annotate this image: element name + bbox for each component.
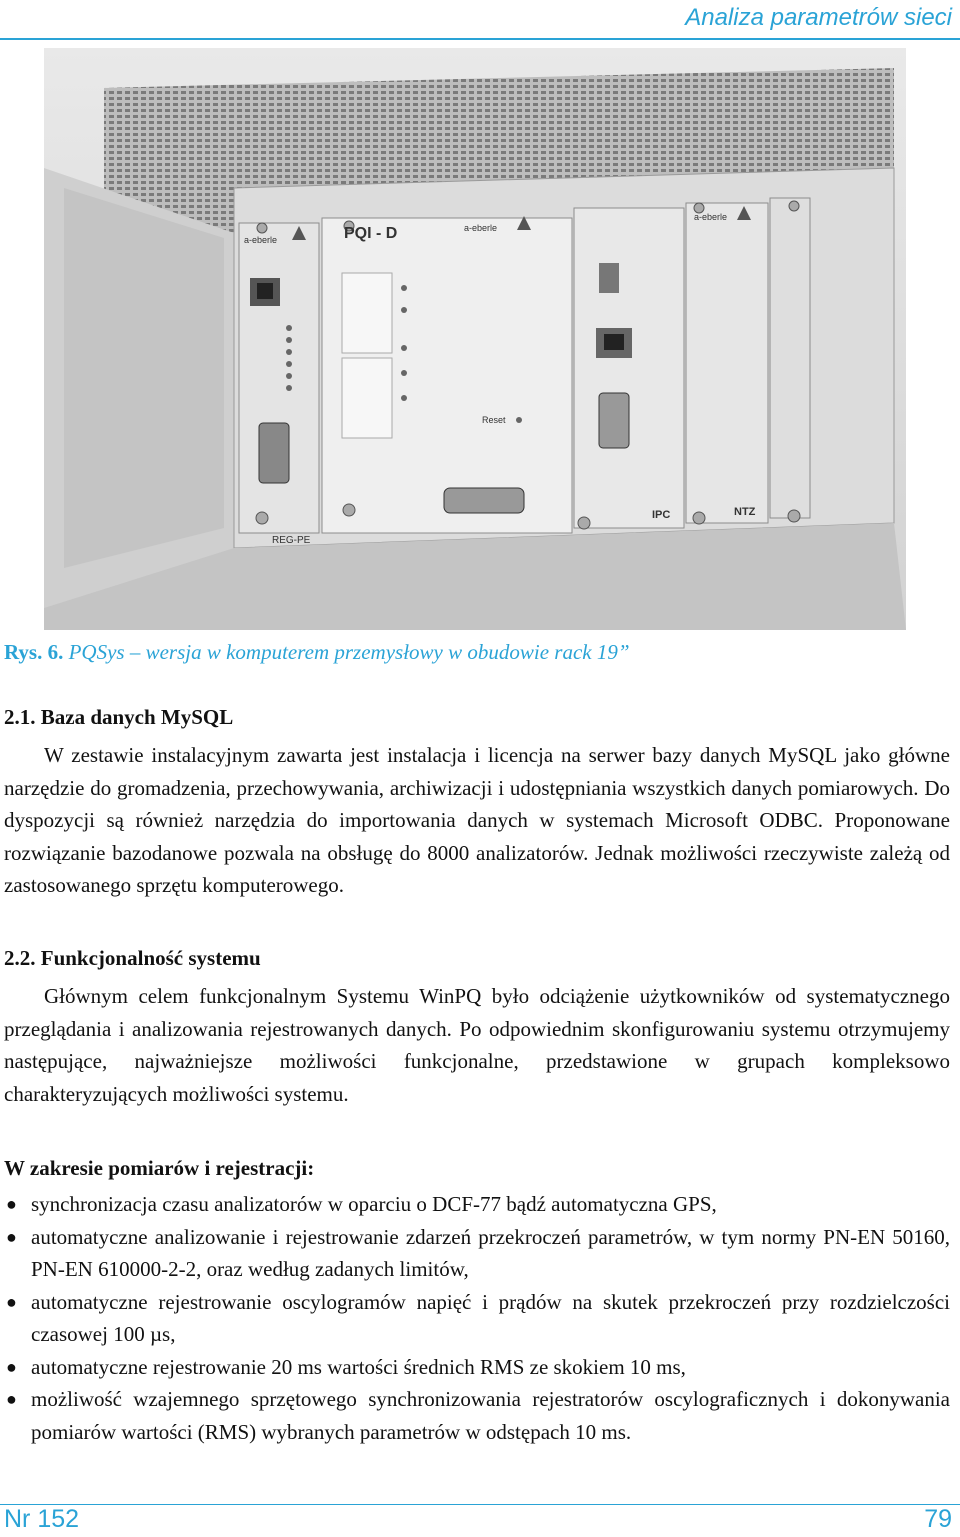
list-item-text: możliwość wzajemnego sprzętowego synchronizowania rejestratorów oscylograficznych i dokonywania pomiarów wartości (RMS) wybranych parametrów w odstępach 10 ms. (31, 1387, 950, 1444)
figure-caption (4, 640, 630, 665)
bullet-icon: ● (6, 1389, 17, 1409)
list-item-text: automatyczne rejestrowanie oscylogramów napięć i prądów na skutek przekroczeń przy rozdzielczości czasowej 100 µs, (31, 1289, 950, 1346)
list-item-text: automatyczne analizowanie i rejestrowanie zdarzeń przekroczeń parametrów, w tym normy PN-EN 50160, PN-EN 610000-2-2, oraz według zadanych limitów, (31, 1224, 950, 1281)
list-item (4, 1286, 950, 1351)
photo-label-model: PQI - D (344, 225, 398, 242)
feature-list (4, 1188, 950, 1448)
section-heading-functionality: 2.2. Funkcjonalność systemu (4, 946, 261, 970)
list-lead: W zakresie pomiarów i rejestracji: (4, 1156, 315, 1180)
figure-caption-text: PQSys – wersja w komputerem przemysłowy w obudowie rack 19” (68, 640, 630, 664)
footer-rule (0, 1504, 960, 1505)
page-number: 79 (924, 1505, 952, 1533)
header-rule (0, 38, 960, 40)
section-paragraph-functionality: Głównym celem funkcjonalnym Systemu WinPQ było odciążenie użytkowników od systematycznego przeglądania i analizowania rejestrowanych danych. Po odpowiednim skonfigurowaniu systemu otrzymujemy następujące, najważniejsze możliwości funkcjonalne, przedstawione w grupach kompleksowo charakteryzujących możliwości systemu. (4, 984, 950, 1106)
list-item (4, 1351, 950, 1384)
photo-label-module1: REG-PE (272, 535, 311, 546)
issue-number: Nr 152 (4, 1505, 80, 1533)
running-header: Analiza parametrów sieci (685, 4, 952, 31)
list-item (4, 1188, 950, 1221)
bullet-icon: ● (6, 1356, 17, 1377)
bullet-icon: ● (6, 1226, 17, 1247)
bullet-icon: ● (6, 1291, 17, 1312)
photo-label-reset: Reset (482, 415, 506, 425)
photo-label-brand3: a-eberle (694, 212, 728, 222)
list-item (4, 1383, 950, 1448)
photo-label-brand1: a-eberle (244, 235, 278, 245)
photo-label-module2: IPC (652, 509, 671, 521)
figure-caption-label: Rys. 6. (4, 640, 64, 664)
list-item-text: synchronizacja czasu analizatorów w oparciu o DCF-77 bądź automatyczna GPS, (31, 1192, 717, 1216)
rack-computer-photo (44, 48, 906, 630)
section-heading-mysql: 2.1. Baza danych MySQL (4, 705, 234, 729)
photo-label-brand2: a-eberle (464, 223, 498, 233)
list-item-text: automatyczne rejestrowanie 20 ms wartości średnich RMS ze skokiem 10 ms, (31, 1354, 686, 1379)
list-item (4, 1221, 950, 1286)
photo-label-module3: NTZ (734, 506, 756, 518)
section-paragraph-mysql: W zestawie instalacyjnym zawarta jest instalacja i licencja na serwer bazy danych MySQL jako główne narzędzie do gromadzenia, przechowywania, archiwizacji i udostępniania wszystkich danych pomiarowych. Do dyspozycji są również narzędzia do importowania danych w systemach Microsoft ODBC. Proponowane rozwiązanie bazodanowe pozwala na obsługę do 8000 analizatorów. Jednak możliwości rzeczywiste zależą od zastosowanego sprzętu komputerowego. (4, 743, 950, 897)
bullet-icon: ● (6, 1194, 17, 1214)
